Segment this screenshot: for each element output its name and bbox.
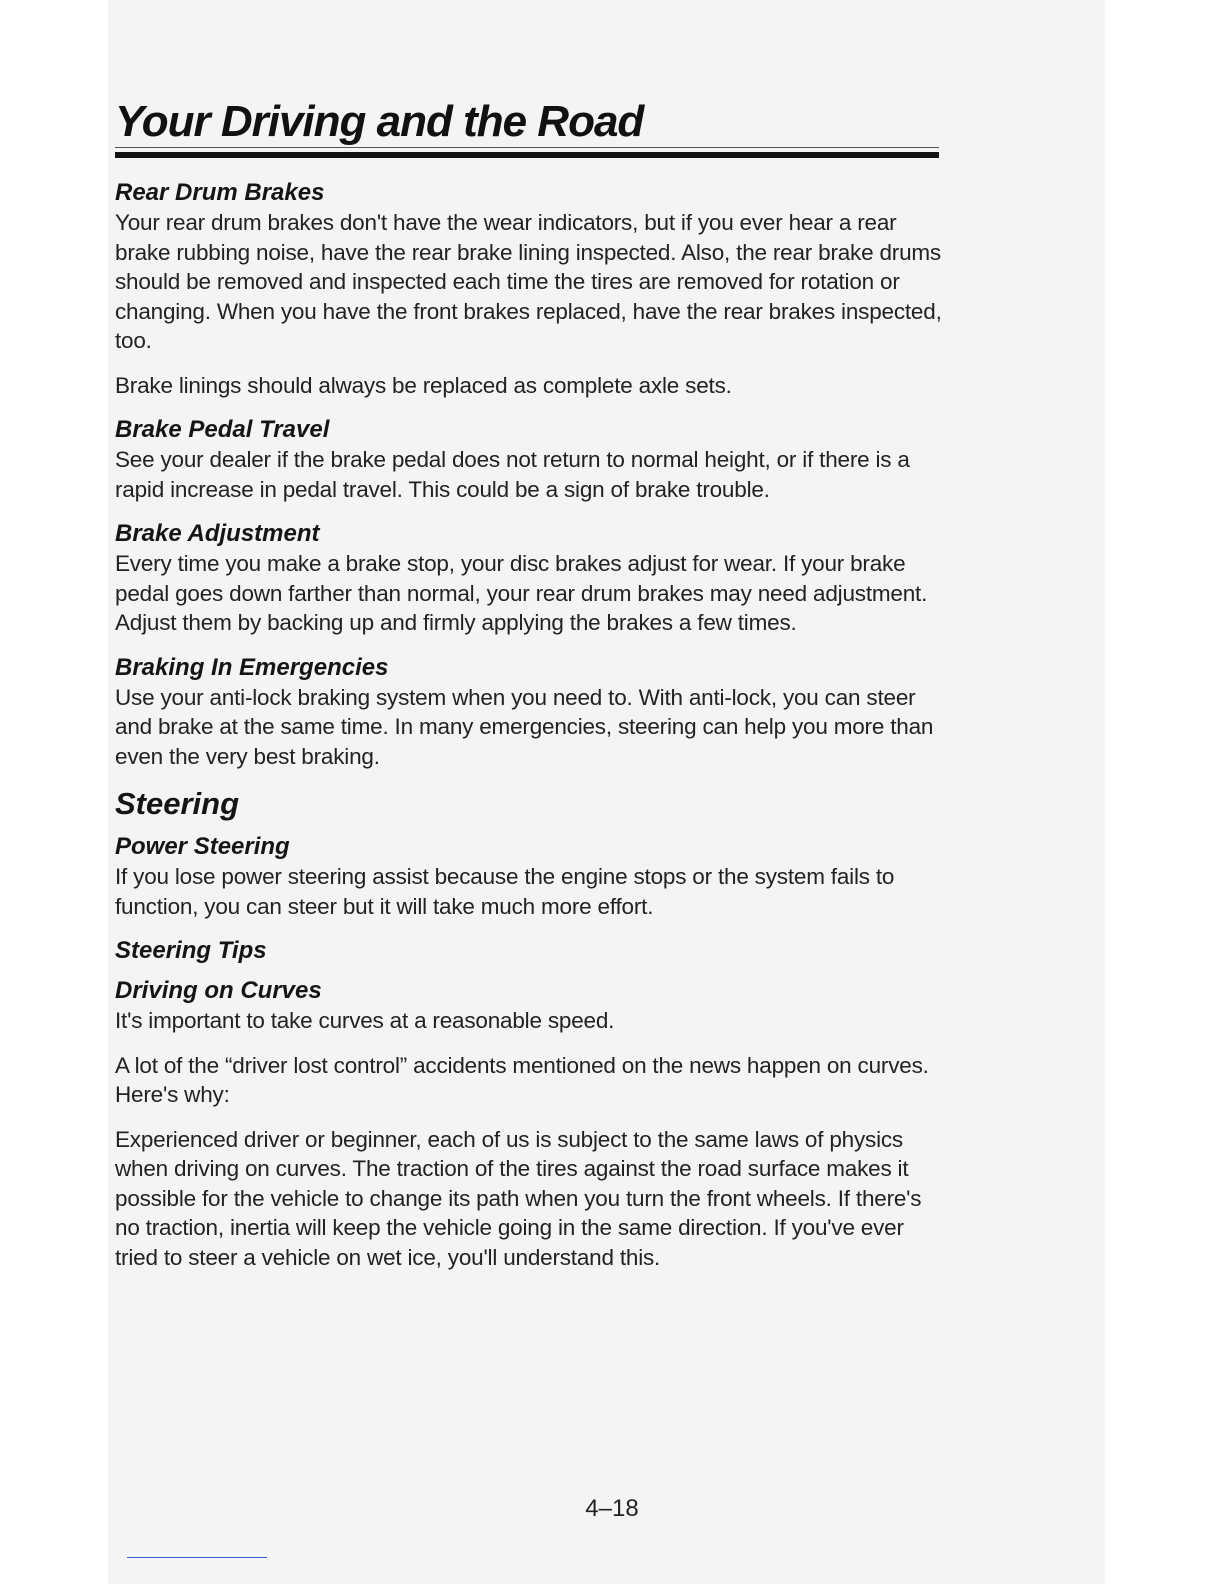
paragraph-brake-adjustment: Every time you make a brake stop, your disc brakes adjust for wear. If your brake pedal goes down farther than normal, your rear drum brakes may need adjustment. Adjust them by backing up and firmly applying the brakes a few times.	[115, 551, 928, 635]
heading-driving-on-curves: Driving on Curves	[115, 977, 322, 1004]
page-number: 4–18	[585, 1495, 639, 1522]
heading-rear-drum-brakes: Rear Drum Brakes	[115, 179, 325, 206]
title-rule	[115, 152, 939, 158]
paragraph-braking-in-emergencies: Use your anti-lock braking system when you need to. With anti-lock, you can steer and brake at the same time. In many emergencies, steering can help you more than even the very best braking.	[115, 684, 934, 769]
paragraph-power-steering: If you lose power steering assist because the engine stops or the system fails to function, you can steer but it will take much more effort.	[115, 864, 895, 919]
paragraph-physics-of-curves: Experienced driver or beginner, each of us is subject to the same laws of physics when driving on curves. The traction of the tires against the road surface makes it possible for the vehicle to change its path when you turn the front wheels. If there's no traction, inertia will keep the vehicle going in the same direction. If you've ever tried to steer a vehicle on wet ice, you'll understand this.	[115, 1126, 922, 1270]
heading-steering-tips: Steering Tips	[115, 937, 267, 964]
heading-brake-adjustment: Brake Adjustment	[115, 520, 320, 547]
heading-power-steering: Power Steering	[115, 833, 290, 860]
paragraph-brake-pedal-travel: See your dealer if the brake pedal does not return to normal height, or if there is a rapid increase in pedal travel. This could be a sign of brake trouble.	[115, 447, 910, 502]
section-heading-steering: Steering	[115, 786, 240, 821]
page-title: Your Driving and the Road	[115, 97, 644, 146]
footer-rule	[127, 1557, 267, 1558]
paragraph-reasonable-speed: It's important to take curves at a reasonable speed.	[115, 1008, 615, 1033]
paragraph-rear-drum-brakes: Your rear drum brakes don't have the wear indicators, but if you ever hear a rear brake rubbing noise, have the rear brake lining inspected. Also, the rear brake drums should be removed and inspected each time the tires are removed for rotation or changing. When you have the front brakes replaced, have the rear brakes inspected, too.	[115, 210, 942, 353]
page-content	[115, 96, 945, 1287]
paragraph-brake-linings: Brake linings should always be replaced as complete axle sets.	[115, 372, 732, 398]
heading-brake-pedal-travel: Brake Pedal Travel	[115, 416, 330, 443]
paragraph-driver-lost-control: A lot of the “driver lost control” accidents mentioned on the news happen on curves. Here's why:	[115, 1052, 929, 1107]
heading-braking-in-emergencies: Braking In Emergencies	[115, 653, 389, 681]
